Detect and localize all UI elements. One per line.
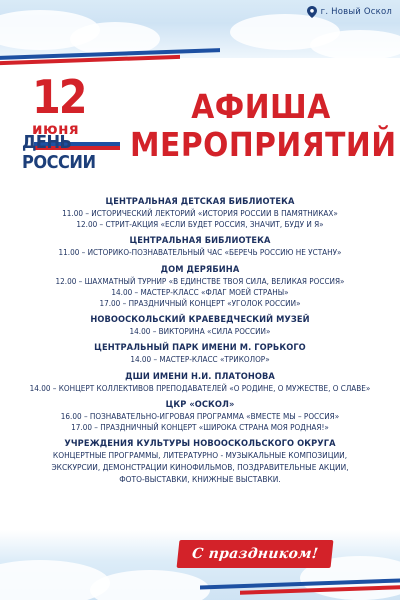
- event-item: 14.00 – ВИКТОРИНА «СИЛА РОССИИ»: [129, 326, 271, 337]
- holiday-greeting: С праздником!: [176, 540, 333, 568]
- logo-day-number: 12: [32, 70, 86, 124]
- russia-day-logo: [14, 70, 124, 186]
- events-list: [0, 196, 400, 486]
- culture-institutions-description: [0, 450, 400, 485]
- venue-name: УЧРЕЖДЕНИЯ КУЛЬТУРЫ НОВООСКОЛЬСКОГО ОКРУГА: [64, 438, 336, 450]
- event-item: 11.00 – ИСТОРИКО-ПОЗНАВАТЕЛЬНЫЙ ЧАС «БЕРЕЧЬ РОССИЮ НЕ УСТАНУ»: [58, 247, 342, 258]
- event-item: 14.00 – КОНЦЕРТ КОЛЛЕКТИВОВ ПРЕПОДАВАТЕЛЕЙ «О РОДИНЕ, О МУЖЕСТВЕ, О СЛАВЕ»: [29, 382, 371, 393]
- logo-line-day: ДЕНЬ: [22, 132, 72, 153]
- venue-name: ДОМ ДЕРЯБИНА: [160, 263, 240, 275]
- venue-name: ЦЕНТРАЛЬНАЯ БИБЛИОТЕКА: [129, 235, 271, 247]
- title-line-2: МЕРОПРИЯТИЙ: [130, 125, 397, 164]
- location-label: [307, 6, 392, 18]
- venue-name: ЦКР «ОСКОЛ»: [165, 398, 235, 410]
- description-line: КОНЦЕРТНЫЕ ПРОГРАММЫ, ЛИТЕРАТУРНО - МУЗЫКАЛЬНЫЕ КОМПОЗИЦИИ,: [52, 450, 348, 461]
- venue-name: ЦЕНТРАЛЬНАЯ ДЕТСКАЯ БИБЛИОТЕКА: [105, 196, 295, 207]
- event-item: 14.00 – МАСТЕР-КЛАСС «ФЛАГ МОЕЙ СТРАНЫ»: [111, 286, 289, 297]
- location-text: г. Новый Оскол: [320, 7, 392, 17]
- event-item: 14.00 – МАСТЕР-КЛАСС «ТРИКОЛОР»: [130, 354, 270, 365]
- venue-name: ДШИ ИМЕНИ Н.И. ПЛАТОНОВА: [125, 370, 275, 382]
- description-line: ФОТО-ВЫСТАВКИ, КНИЖНЫЕ ВЫСТАВКИ.: [119, 473, 281, 484]
- venue-name: НОВООСКОЛЬСКИЙ КРАЕВЕДЧЕСКИЙ МУЗЕЙ: [90, 314, 310, 326]
- event-item: 16.00 – ПОЗНАВАТЕЛЬНО-ИГРОВАЯ ПРОГРАММА «ВМЕСТЕ МЫ – РОССИЯ»: [60, 410, 340, 421]
- event-item: 12.00 – СТРИТ-АКЦИЯ «ЕСЛИ БУДЕТ РОССИЯ, ЗНАЧИТ, БУДУ И Я»: [76, 219, 324, 230]
- event-item: 11.00 – ИСТОРИЧЕСКИЙ ЛЕКТОРИЙ «ИСТОРИЯ РОССИИ В ПАМЯТНИКАХ»: [62, 208, 338, 218]
- logo-month: июня: [32, 120, 80, 138]
- event-item: 17.00 – ПРАЗДНИЧНЫЙ КОНЦЕРТ «УГОЛОК РОССИИ»: [99, 298, 301, 309]
- event-item: 12.00 – ШАХМАТНЫЙ ТУРНИР «В ЕДИНСТВЕ ТВОЯ СИЛА, ВЕЛИКАЯ РОССИЯ»: [55, 275, 345, 286]
- title-line-1: АФИША: [191, 87, 331, 126]
- logo-line-russia: РОССИИ: [22, 152, 96, 173]
- venue-name: ЦЕНТРАЛЬНЫЙ ПАРК ИМЕНИ М. ГОРЬКОГО: [94, 342, 306, 354]
- page-title: [130, 87, 397, 164]
- description-line: ЭКСКУРСИИ, ДЕМОНСТРАЦИИ КИНОФИЛЬМОВ, ПОЗДРАВИТЕЛЬНЫЕ АКЦИИ,: [51, 462, 349, 473]
- location-pin-icon: [307, 6, 317, 18]
- event-item: 17.00 – ПРАЗДНИЧНЫЙ КОНЦЕРТ «ШИРОКА СТРАНА МОЯ РОДНАЯ!»: [71, 422, 329, 433]
